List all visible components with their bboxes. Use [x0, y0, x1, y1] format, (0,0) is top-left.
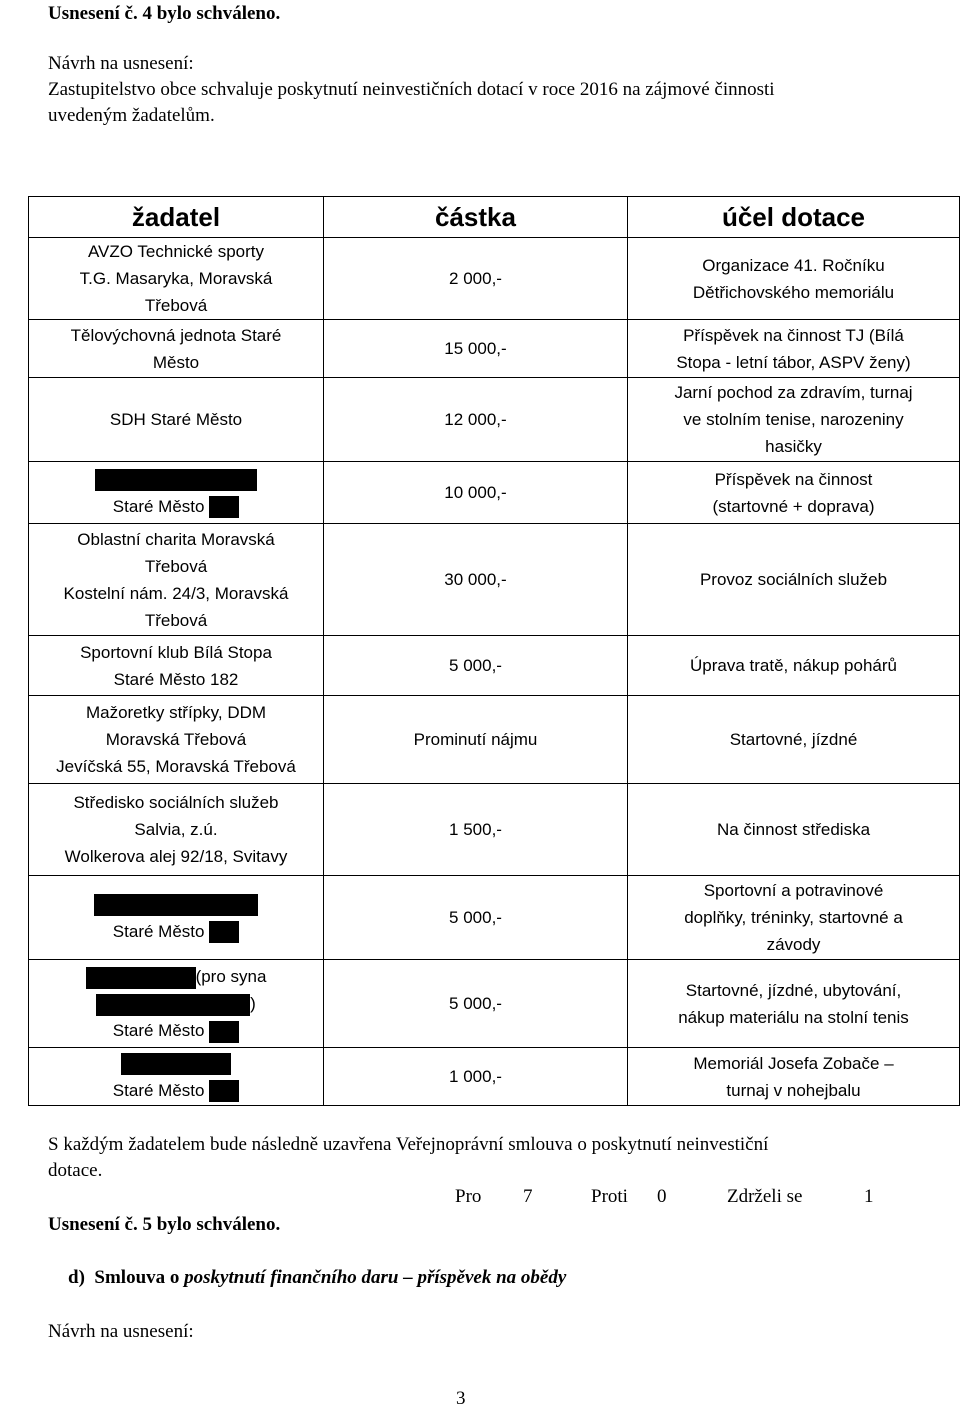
- resolution-approved-4: Usnesení č. 4 bylo schváleno.: [48, 3, 281, 24]
- amount-cell: 5 000,-: [324, 960, 628, 1048]
- redacted-number: [209, 1080, 239, 1102]
- applicant-cell: [29, 1048, 324, 1106]
- amount-cell: 2 000,-: [324, 238, 628, 320]
- applicant-line: AVZO Technické sporty: [87, 242, 265, 261]
- purpose-line: Úprava tratě, nákup pohárů: [690, 656, 897, 675]
- purpose-line: nákup materiálu na stolní tenis: [678, 1007, 909, 1027]
- applicant-line: (pro syna: [195, 967, 267, 986]
- header-purpose: účel dotace: [628, 197, 960, 238]
- proposal-text-line1: Zastupitelstvo obce schvaluje poskytnutí neinvestičních dotací v roce 2016 na zájmové činnosti: [48, 79, 775, 100]
- applicant-line: Moravská Třebová: [105, 730, 247, 749]
- table-row: [29, 696, 960, 784]
- redacted-number: [209, 496, 239, 518]
- applicant-cell: [29, 378, 324, 462]
- purpose-line: Příspěvek na činnost TJ (Bílá: [683, 325, 904, 345]
- table-row: [29, 784, 960, 876]
- applicant-line: Staré Město: [112, 1021, 205, 1040]
- applicant-line: Oblastní charita Moravská: [77, 529, 275, 549]
- redacted-name: [95, 469, 257, 491]
- applicant-line: Wolkerova alej 92/18, Svitavy: [64, 847, 288, 866]
- purpose-line: hasičky: [765, 437, 822, 456]
- applicant-line: Sportovní klub Bílá Stopa: [80, 642, 272, 662]
- purpose-cell: [628, 636, 960, 696]
- applicant-line: Staré Město: [112, 496, 205, 516]
- amount-cell: 30 000,-: [324, 524, 628, 636]
- redacted-number: [209, 1021, 239, 1043]
- amount-cell: Prominutí nájmu: [324, 696, 628, 784]
- amount-cell: 1 000,-: [324, 1048, 628, 1106]
- purpose-cell: [628, 960, 960, 1048]
- redacted-name: [86, 967, 196, 989]
- grants-table: [28, 196, 960, 1106]
- purpose-line: (startovné + doprava): [712, 496, 875, 516]
- amount-cell: 12 000,-: [324, 378, 628, 462]
- table-header-row: [29, 197, 960, 238]
- applicant-cell: [29, 784, 324, 876]
- amount-cell: 5 000,-: [324, 876, 628, 960]
- vote-zdrzeli-count: 1: [864, 1186, 874, 1207]
- purpose-cell: [628, 784, 960, 876]
- applicant-cell: [29, 696, 324, 784]
- table-row: [29, 320, 960, 378]
- table-row: [29, 1048, 960, 1106]
- purpose-line: Organizace 41. Ročníku: [702, 255, 885, 275]
- proposal-label: Návrh na usnesení:: [48, 53, 194, 74]
- section-d-italic: poskytnutí finančního daru – příspěvek na obědy: [184, 1267, 567, 1288]
- applicant-line: Třebová: [144, 296, 208, 315]
- applicant-cell: [29, 238, 324, 320]
- purpose-cell: [628, 524, 960, 636]
- purpose-line: Startovné, jízdné: [729, 730, 858, 749]
- table-row: [29, 378, 960, 462]
- applicant-line: ): [250, 994, 256, 1013]
- redacted-son-name: [96, 994, 250, 1016]
- proposal-label-2: Návrh na usnesení:: [48, 1321, 194, 1342]
- purpose-cell: [628, 1048, 960, 1106]
- applicant-line: Staré Město: [112, 1080, 205, 1100]
- purpose-line: Memoriál Josefa Zobače –: [693, 1053, 894, 1073]
- contract-text-line1: S každým žadatelem bude následně uzavřena Veřejnoprávní smlouva o poskytnutí neinvestiční: [48, 1134, 769, 1155]
- applicant-line: Staré Město: [112, 921, 205, 941]
- purpose-cell: [628, 320, 960, 378]
- purpose-line: doplňky, tréninky, startovné a: [684, 908, 903, 927]
- purpose-cell: [628, 238, 960, 320]
- purpose-line: Provoz sociálních služeb: [699, 570, 888, 589]
- purpose-cell: [628, 696, 960, 784]
- proposal-text-line2: uvedeným žadatelům.: [48, 105, 215, 126]
- vote-proti-label: Proti: [591, 1186, 628, 1207]
- vote-proti-count: 0: [657, 1186, 667, 1207]
- applicant-cell: [29, 462, 324, 524]
- section-d-heading: [68, 1266, 566, 1290]
- amount-cell: 1 500,-: [324, 784, 628, 876]
- table-row: [29, 238, 960, 320]
- purpose-cell: [628, 462, 960, 524]
- redacted-name: [94, 894, 258, 916]
- applicant-line: Středisko sociálních služeb: [73, 793, 279, 812]
- vote-pro-count: 7: [523, 1186, 533, 1207]
- applicant-line: Jevíčská 55, Moravská Třebová: [56, 757, 296, 776]
- applicant-line: Tělovýchovná jednota Staré: [70, 325, 282, 345]
- purpose-line: Dětřichovského memoriálu: [692, 282, 895, 302]
- table-row: [29, 960, 960, 1048]
- applicant-cell: [29, 960, 324, 1048]
- purpose-line: Na činnost střediska: [716, 820, 871, 839]
- applicant-cell: [29, 524, 324, 636]
- purpose-line: ve stolním tenise, narozeniny: [683, 410, 904, 429]
- applicant-line: Město: [152, 352, 200, 372]
- applicant-line: Třebová: [144, 610, 208, 630]
- resolution-approved-5: Usnesení č. 5 bylo schváleno.: [48, 1214, 281, 1235]
- purpose-cell: [628, 876, 960, 960]
- purpose-line: Příspěvek na činnost: [714, 469, 873, 489]
- purpose-line: turnaj v nohejbalu: [726, 1080, 861, 1100]
- page-number: 3: [456, 1388, 466, 1409]
- amount-cell: 15 000,-: [324, 320, 628, 378]
- vote-zdrzeli-label: Zdrželi se: [727, 1186, 803, 1207]
- purpose-line: závody: [766, 935, 821, 954]
- applicant-line: T.G. Masaryka, Moravská: [79, 269, 273, 288]
- redacted-number: [209, 921, 239, 943]
- amount-cell: 10 000,-: [324, 462, 628, 524]
- applicant-line: Třebová: [144, 556, 208, 576]
- redacted-name: [121, 1053, 231, 1075]
- applicant-cell: [29, 320, 324, 378]
- purpose-line: Stopa - letní tábor, ASPV ženy): [676, 352, 911, 372]
- applicant-line: Salvia, z.ú.: [134, 820, 218, 839]
- table-row: [29, 462, 960, 524]
- amount-cell: 5 000,-: [324, 636, 628, 696]
- applicant-cell: [29, 636, 324, 696]
- purpose-line: Startovné, jízdné, ubytování,: [685, 980, 902, 1000]
- applicant-cell: [29, 876, 324, 960]
- section-d-prefix: d) Smlouva o: [68, 1267, 185, 1288]
- applicant-line: Mažoretky střípky, DDM: [85, 703, 267, 722]
- vote-pro-label: Pro: [455, 1186, 482, 1207]
- applicant-line: Kostelní nám. 24/3, Moravská: [63, 583, 289, 603]
- applicant-line: SDH Staré Město: [109, 410, 243, 429]
- purpose-line: Jarní pochod za zdravím, turnaj: [674, 383, 913, 402]
- header-applicant: žadatel: [29, 197, 324, 238]
- purpose-cell: [628, 378, 960, 462]
- table-row: [29, 636, 960, 696]
- table-row: [29, 524, 960, 636]
- purpose-line: Sportovní a potravinové: [703, 881, 884, 900]
- table-row: [29, 876, 960, 960]
- applicant-line: Staré Město 182: [113, 669, 239, 689]
- header-amount: částka: [324, 197, 628, 238]
- contract-text-line2: dotace.: [48, 1160, 103, 1181]
